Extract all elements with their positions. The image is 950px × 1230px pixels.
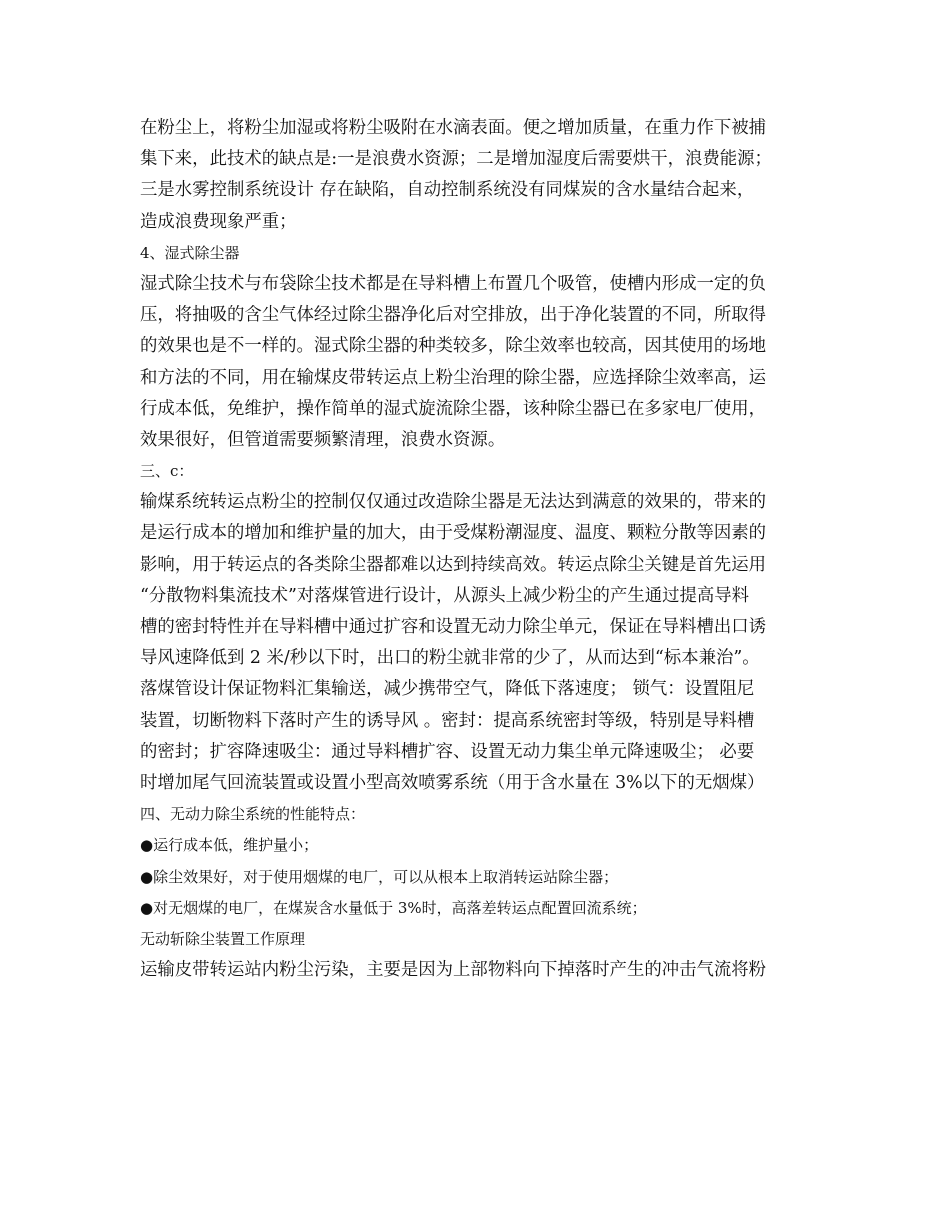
- text-line: 落煤管设计保证物料汇集输送，减少携带空气，降低下落速度； 锁气：设置阻尼: [140, 679, 755, 700]
- text-line: 和方法的不同，用在输煤皮带转运点上粉尘治理的除尘器，应选择除尘效率高，运: [140, 367, 767, 388]
- text-line: 槽的密封特性并在导料槽中通过扩容和设置无动力除尘单元，保证在导料槽出口诱: [140, 617, 767, 637]
- text-line: 时增加尾气回流装置或设置小型高效喷雾系统（用于含水量在 3%以下的无烟煤）: [140, 772, 765, 793]
- section-heading-4: 四、无动力除尘系统的性能特点：: [140, 805, 366, 824]
- section-heading-wet-dust-collector: 4、湿式除尘器: [140, 243, 240, 262]
- text-line: 是运行成本的增加和维护量的加大，由于受煤粉潮湿度、温度、颗粒分散等因素的: [140, 523, 767, 544]
- text-line: 的效果也是不一样的。湿式除尘器的种类较多，除尘效率也较高，因其使用的场地: [140, 336, 767, 357]
- text-line: 的密封；扩容降速吸尘：通过导料槽扩容、设置无动力集尘单元降速吸尘； 必要: [140, 741, 755, 762]
- text-line: 湿式除尘技术与布袋除尘技术都是在导料槽上布置几个吸管，使槽内形成一定的负: [140, 273, 767, 294]
- text-line: 导风速降低到 2 米/秒以下时，出口的粉尘就非常的少了，从而达到“标本兼治”。: [140, 648, 760, 669]
- text-line: 行成本低，免维护，操作简单的湿式旋流除尘器，该种除尘器已在多家电厂使用，: [140, 398, 767, 419]
- text-line: 在粉尘上，将粉尘加湿或将粉尘吸附在水滴表面。便之增加质量，在重力作下被捕: [140, 118, 767, 138]
- bullet-item: ●除尘效果好，对于使用烟煤的电厂，可以从根本上取消转运站除尘器；: [140, 867, 619, 886]
- text-line: 影响，用于转运点的各类除尘器都难以达到持续高效。转运点除尘关键是首先运用: [140, 554, 767, 575]
- section-heading-3: 三、c：: [140, 462, 194, 481]
- text-line: 运输皮带转运站内粉尘污染，主要是因为上部物料向下掉落时产生的冲击气流将粉: [140, 960, 767, 981]
- text-line: 集下来，此技术的缺点是:一是浪费水资源；二是增加湿度后需要烘干，浪费能源；: [140, 149, 772, 170]
- document-body: [140, 113, 830, 986]
- text-line: 三是水雾控制系统设计 存在缺陷，自动控制系统没有同煤炭的含水量结合起来，: [140, 180, 755, 201]
- text-line: 输煤系统转运点粉尘的控制仅仅通过改造除尘器是无法达到满意的效果的，带来的: [140, 492, 767, 513]
- text-line: 造成浪费现象严重；: [140, 211, 297, 232]
- text-line: 压，将抽吸的含尘气体经过除尘器净化后对空排放，出于净化装置的不同，所取得: [140, 305, 767, 326]
- subheading-working-principle: 无动斩除尘装置工作原理: [140, 929, 306, 948]
- text-line: 效果很好，但管道需要频繁清理，浪费水资源。: [140, 429, 506, 450]
- text-line: 装置，切断物料下落时产生的诱导风 。密封：提高系统密封等级，特别是导料槽: [140, 710, 755, 731]
- text-line: “分散物料集流技术”对落煤管进行设计，从源头上减少粉尘的产生通过提高导料: [140, 585, 750, 606]
- bullet-item: ●对无烟煤的电厂，在煤炭含水量低于 3%时，高落差转运点配置回流系统；: [140, 898, 647, 917]
- bullet-item: ●运行成本低，维护量小；: [140, 836, 319, 855]
